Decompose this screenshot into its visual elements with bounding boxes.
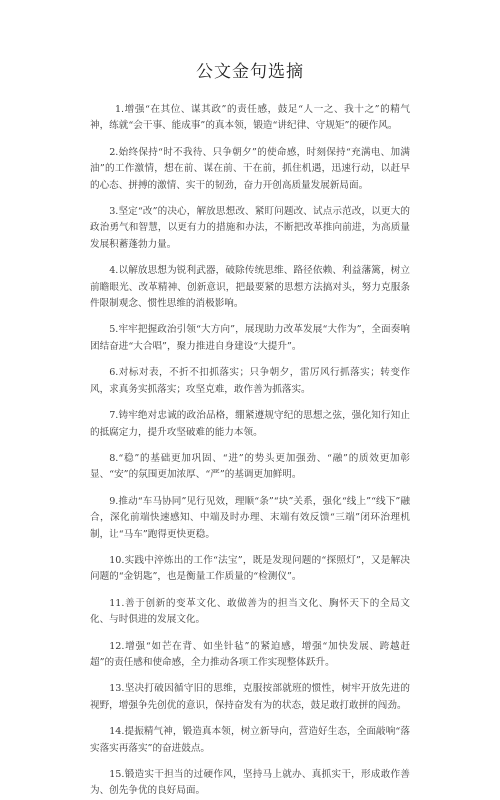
item-list [90,102,410,800]
list-item: 6.对标对表，不折不扣抓落实；只争朝夕，雷厉风行抓落实；转变作风，求真务实抓落实；攻坚克难，敢作善为抓落实。 [90,367,410,395]
list-item: 14.提振精气神，锻造真本领，树立新导向，营造好生态，全面敲响“落实落实再落实”的奋进鼓点。 [90,726,410,754]
list-item: 4.以解放思想为锐利武器，破除传统思维、路径依赖、利益藩篱，树立前瞻眼光、改革精神、创新意识，把最要紧的思想方法搞对头，努力克服条件限制观念、惯性思维的消极影响。 [90,265,410,310]
list-item: 2.始终保持“时不我待、只争朝夕”的使命感，时刻保持“充满电、加满油”的工作激情，想在前、谋在前、干在前，抓住机遇，迅速行动，以赶早的心态、拼搏的激情、实干的韧劲，奋力开创高质量发展新局面。 [90,146,410,191]
list-item: 3.坚定“改”的决心，解放思想改、紧盯问题改、试点示范改，以更大的政治勇气和智慧，以更有力的措施和办法，不断把改革推向前进，为高质量发展积蓄蓬勃力量。 [90,206,410,250]
list-item: 9.推动“车马协同”见行见效，理顺“条”“块”关系，强化“线上”“线下”融合，深化前端快速感知、中端及时办理、末端有效反馈“三端”闭环治理机制，让“马车”跑得更快更稳。 [90,495,410,540]
list-item: 1.增强“在其位、谋其政”的责任感，鼓足“人一之、我十之”的精气神，练就“会干事、能成事”的真本领，锻造“讲纪律、守规矩”的硬作风。 [90,104,410,132]
list-item: 5.牢牢把握政治引领“大方向”，展现助力改革发展“大作为”，全面奏响团结奋进“大合唱”，聚力推进自身建设“大提升”。 [90,324,410,352]
list-item: 7.铸牢绝对忠诚的政治品格，绷紧遵规守纪的思想之弦，强化知行知止的抵腐定力，提升攻坚破难的能力本领。 [90,410,410,438]
list-item: 10.实践中淬炼出的工作“法宝”，既是发现问题的“探照灯”，又是解决问题的“金钥匙”，也是衡量工作质量的“检测仪”。 [90,554,410,583]
page-title: 公文金句选摘 [196,62,304,82]
list-item: 15.锻造实干担当的过硬作风，坚持马上就办、真抓实干，形成敢作善为、创先争优的良好局面。 [90,769,410,797]
list-item: 11.善于创新的变革文化、敢做善为的担当文化、胸怀天下的全局文化、与时俱进的发展文化。 [90,597,410,626]
list-item: 13.坚决打破因循守旧的思维，克服按部就班的惯性，树牢开放先进的视野，增强争先创优的意识，保持奋发有为的状态，鼓足敢打敢拼的闯劲。 [90,683,410,711]
list-item: 8.“稳”的基础更加巩固、“进”的势头更加强劲、“融”的质效更加彰显、“安”的氛围更加浓厚、“严”的基调更加鲜明。 [90,452,410,481]
list-item: 12.增强“如芒在背、如坐针毡”的紧迫感，增强“加快发展、跨越赶超”的责任感和使命感，全力推动各项工作实现整体跃升。 [90,640,410,668]
